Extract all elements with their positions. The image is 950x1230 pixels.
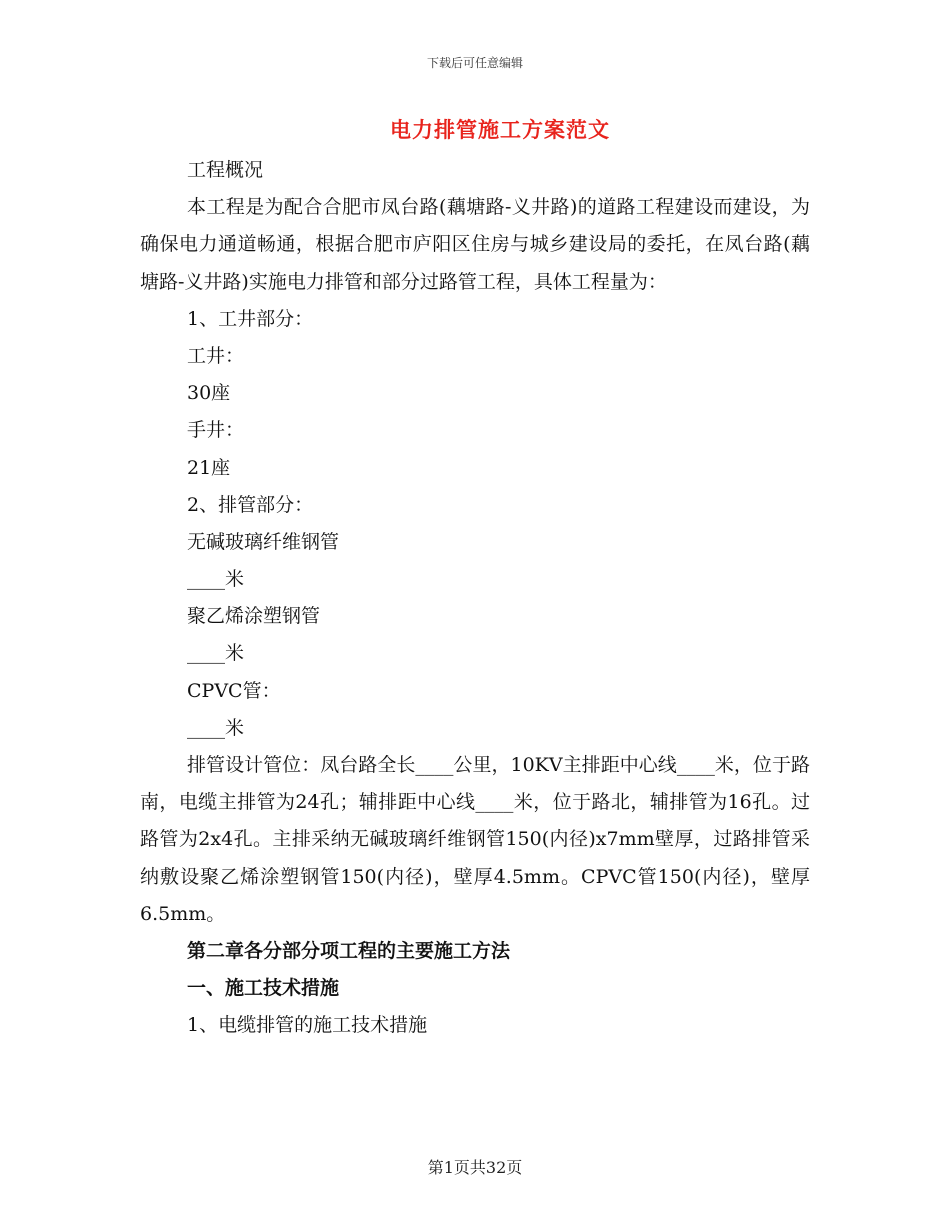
document-body <box>140 152 810 1045</box>
intro-paragraph: 本工程是为配合合肥市凤台路(藕塘路-义井路)的道路工程建设而建设，为确保电力通道畅通，根据合肥市庐阳区住房与城乡建设局的委托，在凤台路(藕塘路-义井路)实施电力排管和部分过路管工程，具体工程量为： <box>140 196 810 293</box>
pipe1-quantity: ____米 <box>187 568 245 591</box>
work-well-quantity: 30座 <box>187 382 231 405</box>
header-note: 下载后可任意编辑 <box>426 56 523 70</box>
pipe2-quantity: ____米 <box>187 642 245 665</box>
page-footer: 第1页共32页 <box>427 1158 523 1177</box>
hand-well-quantity: 21座 <box>187 456 231 479</box>
subsection1-heading: 1、电缆排管的施工技术措施 <box>187 1014 428 1037</box>
hand-well-label: 手井： <box>187 419 245 442</box>
pipe3-name: CPVC管： <box>187 679 281 702</box>
document-title: 电力排管施工方案范文 <box>390 117 610 142</box>
section1-heading: 一、施工技术措施 <box>187 977 340 1000</box>
pipe1-name: 无碱玻璃纤维钢管 <box>187 530 340 553</box>
section-overview-heading: 工程概况 <box>187 159 264 181</box>
design-paragraph: 排管设计管位：凤台路全长____公里，10KV主排距中心线____米，位于路南，电缆主排管为24孔；辅排距中心线____米，位于路北，辅排管为16孔。过路管为2x4孔。主排采纳无碱玻璃纤维钢管150(内径)x7mm壁厚，过路排管采纳敷设聚乙烯涂塑钢管150(内径)，壁厚4.5mm。CPVC管150(内径)，壁厚6.5mm。 <box>140 754 810 925</box>
part2-heading: 2、排管部分： <box>187 493 314 516</box>
chapter2-heading: 第二章各分部分项工程的主要施工方法 <box>187 940 511 963</box>
pipe2-name: 聚乙烯涂塑钢管 <box>187 605 321 628</box>
pipe3-quantity: ____米 <box>187 716 245 739</box>
part1-heading: 1、工井部分： <box>187 307 314 330</box>
work-well-label: 工井： <box>187 344 245 367</box>
